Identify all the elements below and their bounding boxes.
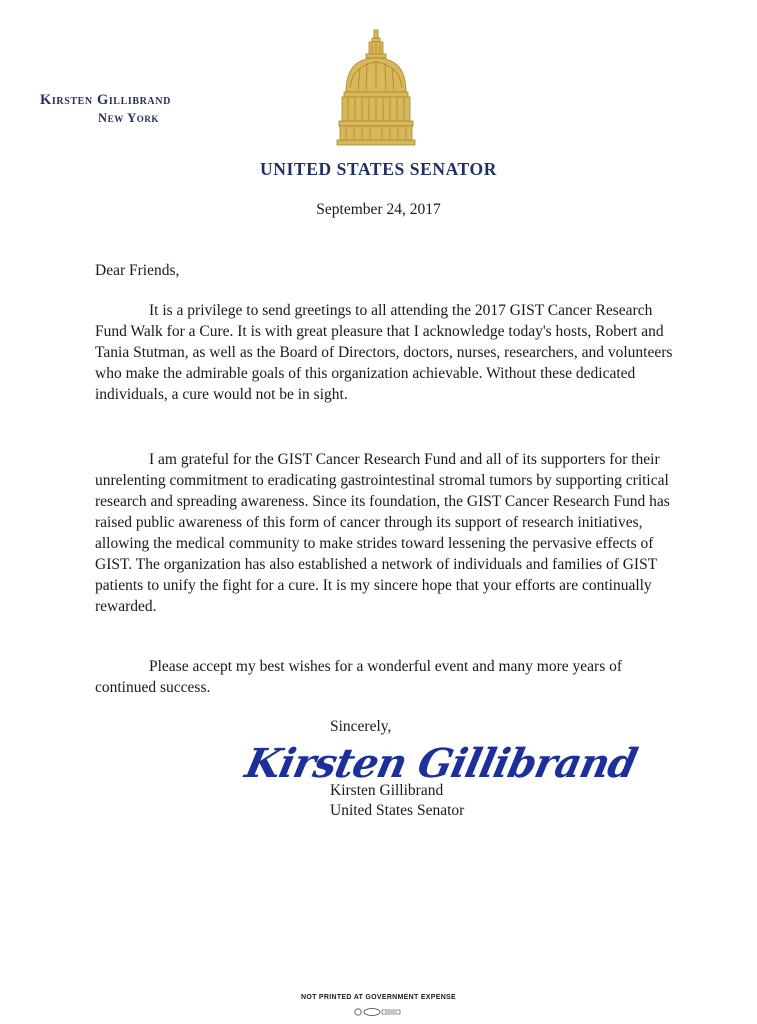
senator-name: Kirsten Gillibrand (40, 92, 171, 108)
capitol-dome-icon (336, 28, 416, 146)
paragraph-2: I am grateful for the GIST Cancer Research Fund and all of its supporters for their unrelenting commitment to eradicating gastrointestinal stromal tumors by supporting critical research and spreading awareness. Since its foundation, the GIST Cancer Research Fund has raised public awareness of this form of cancer through its support of research initiatives, allowing the medical community to make strides toward lessening the pervasive effects of GIST. The organization has also established a network of individuals and families of GIST patients to unify the fight for a cure. It is my sincere hope that your efforts are continually rewarded. (95, 451, 670, 615)
footer-note: NOT PRINTED AT GOVERNMENT EXPENSE (301, 994, 456, 1001)
letterhead-senator (40, 92, 171, 126)
signature-text: Kirsten Gillibrand (241, 739, 641, 787)
paragraph-1: It is a privilege to send greetings to all attending the 2017 GIST Cancer Research Fund Walk for a Cure. It is with great pleasure that I acknowledge today's hosts, Robert and Tania Stutman, as well as the Board of Directors, doctors, nurses, researchers, and volunteers who make the admirable goals of this organization achievable. Without these dedicated individuals, a cure would not be in sight. (95, 302, 673, 403)
office-title: UNITED STATES SENATOR (260, 159, 497, 179)
closing: Sincerely, (330, 718, 392, 735)
paragraph-3: Please accept my best wishes for a wonderful event and many more years of continued success. (95, 658, 623, 696)
signer-name: Kirsten Gillibrand (330, 782, 444, 799)
salutation: Dear Friends, (95, 262, 180, 279)
senator-state: New York (98, 111, 160, 125)
union-label-icon (354, 1007, 404, 1017)
signer-title: United States Senator (330, 802, 465, 819)
letter-date: September 24, 2017 (316, 201, 441, 218)
